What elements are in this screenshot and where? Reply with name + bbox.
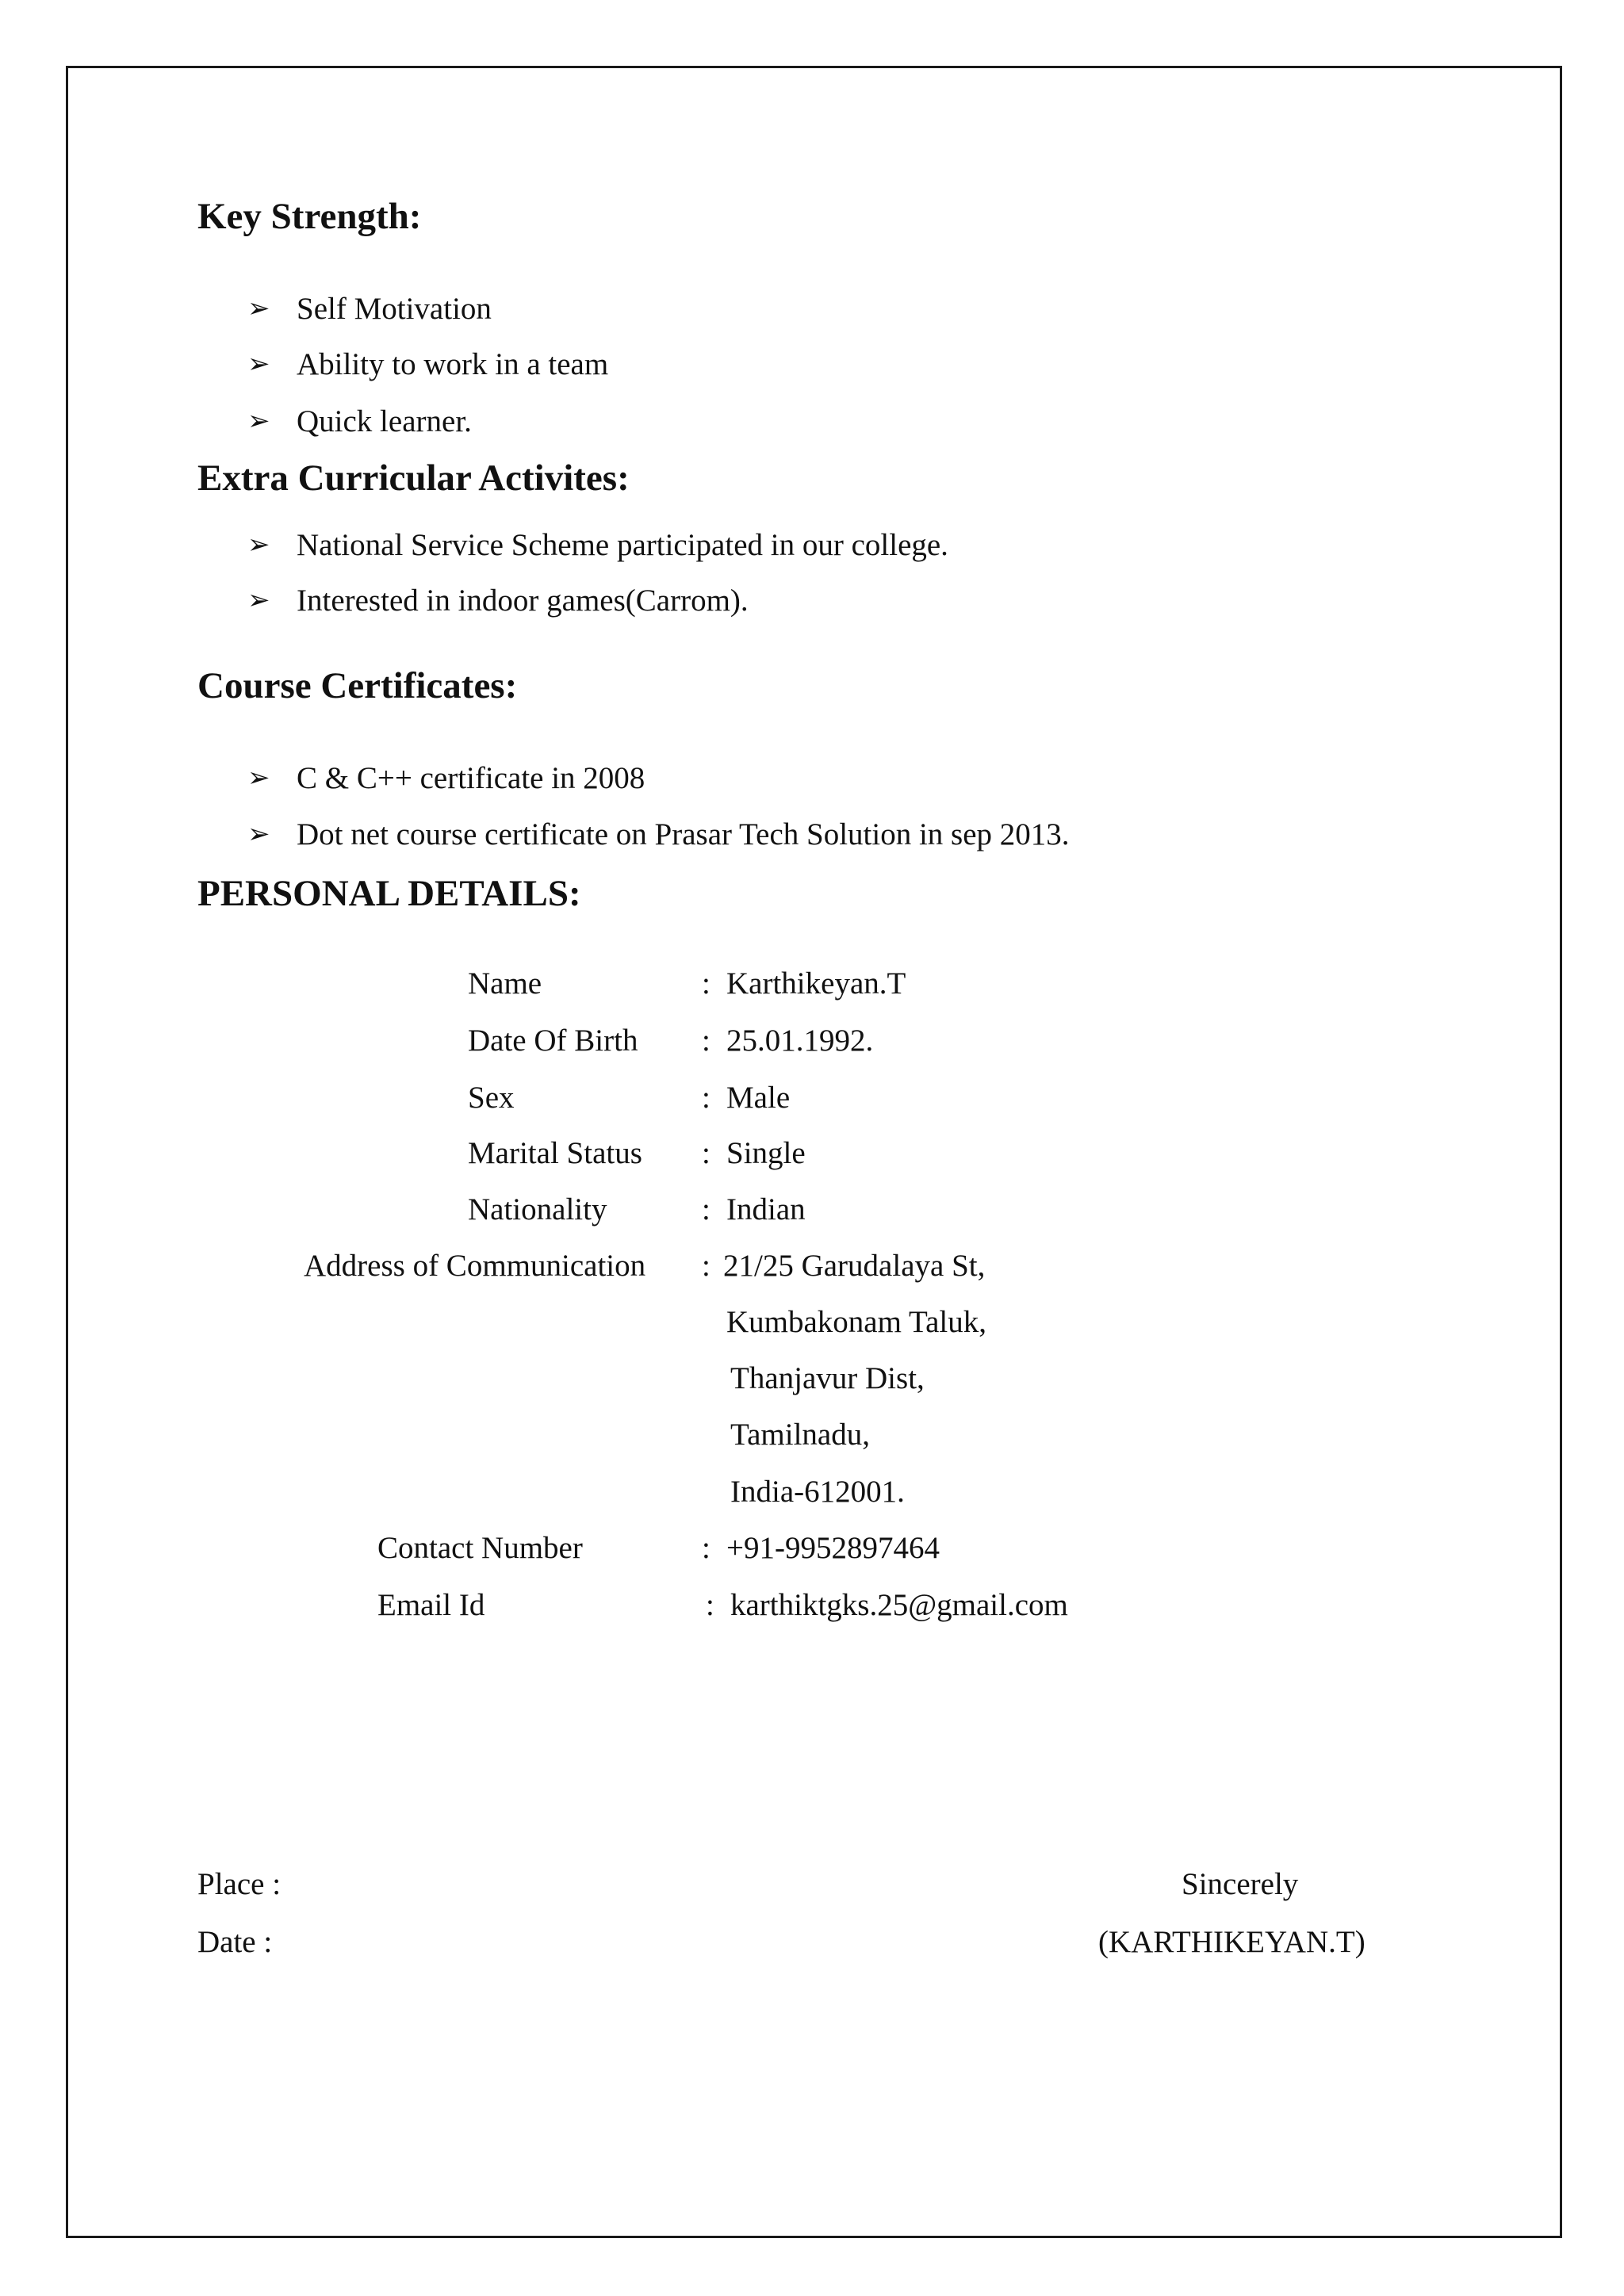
- key-strength-heading: Key Strength:: [197, 196, 422, 237]
- list-item: [247, 819, 1070, 850]
- dob-label: Date Of Birth: [468, 1024, 638, 1058]
- address-line: 21/25 Garudalaya St,: [723, 1249, 986, 1283]
- address-line: India-612001.: [730, 1475, 905, 1509]
- dob-value: 25.01.1992.: [726, 1024, 874, 1058]
- separator-colon: :: [702, 1249, 710, 1283]
- list-item-text: C & C++ certificate in 2008: [297, 761, 645, 795]
- separator-colon: :: [702, 1024, 710, 1058]
- arrowhead-bullet-icon: ➢: [247, 586, 270, 615]
- list-item-text: National Service Scheme participated in our college.: [297, 528, 948, 562]
- arrowhead-bullet-icon: ➢: [247, 294, 270, 323]
- address-line: Thanjavur Dist,: [730, 1361, 925, 1395]
- contact-number-value: +91-9952897464: [726, 1531, 940, 1565]
- address-label: Address of Communication: [304, 1249, 646, 1283]
- marital-status-label: Marital Status: [468, 1136, 642, 1170]
- address-line: Kumbakonam Taluk,: [726, 1305, 986, 1339]
- list-item-text: Ability to work in a team: [297, 347, 609, 381]
- sex-value: Male: [726, 1081, 791, 1115]
- extra-curricular-heading: Extra Curricular Activites:: [197, 457, 630, 499]
- separator-colon: :: [702, 1136, 710, 1170]
- separator-colon: :: [702, 1192, 710, 1226]
- arrowhead-bullet-icon: ➢: [247, 530, 270, 560]
- arrowhead-bullet-icon: ➢: [247, 407, 270, 436]
- list-item-text: Interested in indoor games(Carrom).: [297, 584, 749, 618]
- list-item: [247, 763, 645, 794]
- list-item-text: Quick learner.: [297, 404, 472, 438]
- list-item: [247, 293, 492, 324]
- nationality-label: Nationality: [468, 1192, 607, 1226]
- list-item: [247, 349, 608, 380]
- sex-label: Sex: [468, 1081, 515, 1115]
- separator-colon: :: [702, 1081, 710, 1115]
- list-item-text: Self Motivation: [297, 292, 492, 326]
- course-certificates-heading: Course Certificates:: [197, 665, 518, 706]
- email-label: Email Id: [377, 1588, 485, 1622]
- date-label: Date :: [197, 1925, 273, 1959]
- name-value: Karthikeyan.T: [726, 966, 906, 1001]
- contact-number-label: Contact Number: [377, 1531, 583, 1565]
- arrowhead-bullet-icon: ➢: [247, 820, 270, 849]
- page-border: [66, 66, 1562, 2238]
- list-item-text: Dot net course certificate on Prasar Tech Solution in sep 2013.: [297, 817, 1070, 851]
- personal-details-heading: PERSONAL DETAILS:: [197, 873, 581, 914]
- name-label: Name: [468, 966, 542, 1001]
- arrowhead-bullet-icon: ➢: [247, 350, 270, 379]
- nationality-value: Indian: [726, 1192, 806, 1226]
- separator-colon: :: [702, 1531, 710, 1565]
- separator-colon: :: [706, 1588, 714, 1622]
- separator-colon: :: [702, 966, 710, 1001]
- marital-status-value: Single: [726, 1136, 806, 1170]
- place-label: Place :: [197, 1867, 282, 1901]
- email-value: karthiktgks.25@gmail.com: [730, 1588, 1068, 1622]
- signature-name: (KARTHIKEYAN.T): [1098, 1925, 1365, 1959]
- list-item: [247, 406, 472, 437]
- address-line: Tamilnadu,: [730, 1418, 870, 1452]
- arrowhead-bullet-icon: ➢: [247, 763, 270, 793]
- list-item: [247, 530, 948, 561]
- list-item: [247, 585, 749, 616]
- closing-text: Sincerely: [1182, 1867, 1299, 1901]
